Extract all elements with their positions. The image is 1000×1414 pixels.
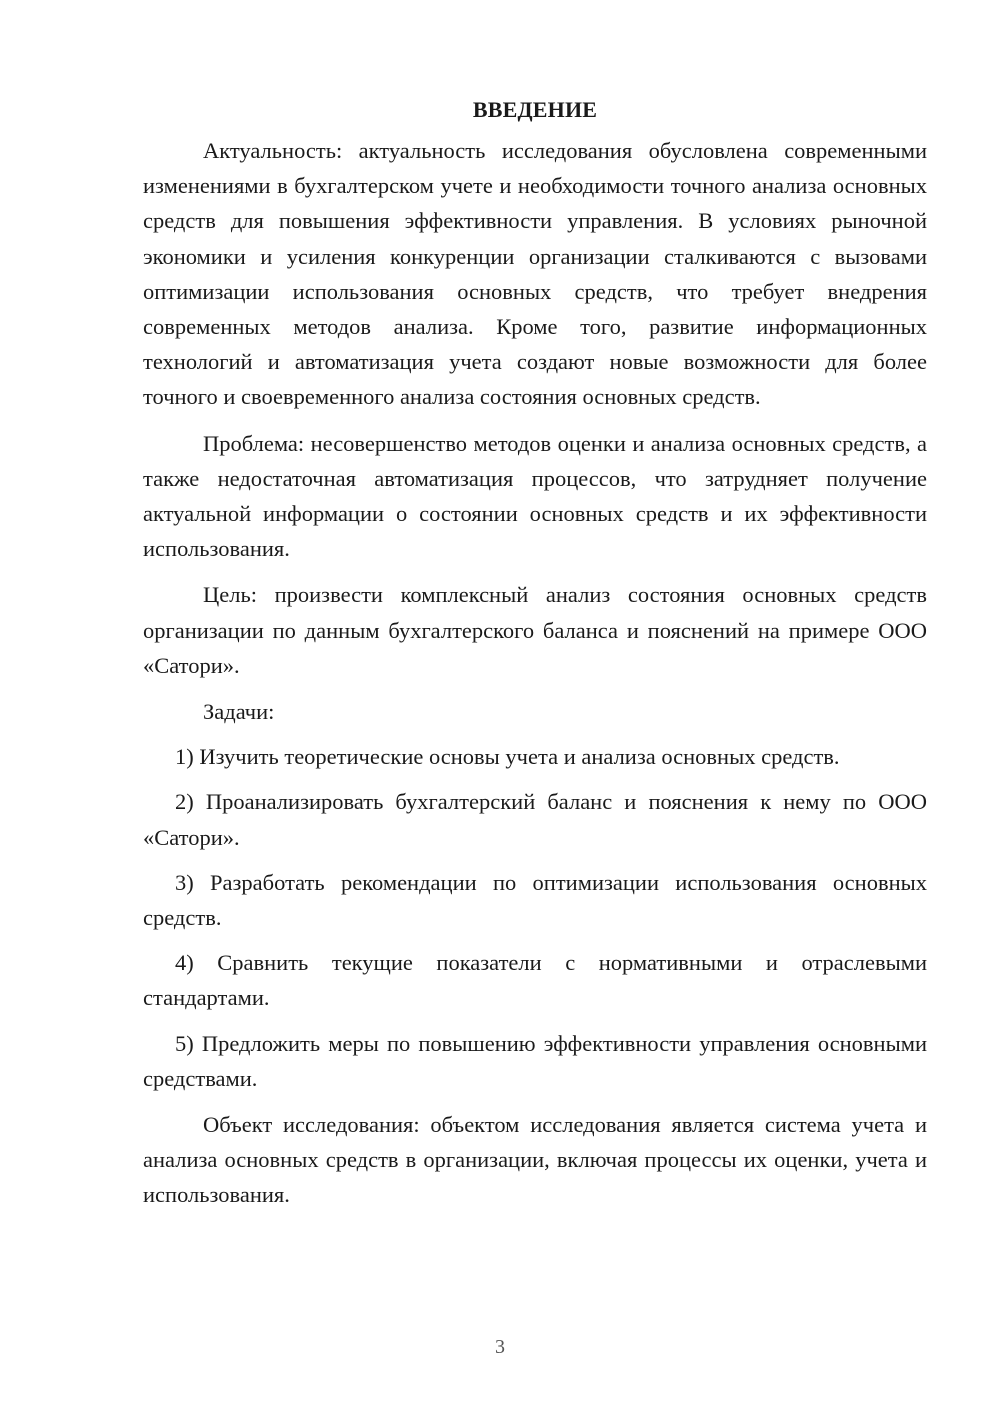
tasks-heading: Задачи: <box>203 699 275 725</box>
paragraph-problem: Проблема: несовершенство методов оценки и анализа основных средств, а также недостаточная автоматизация процессов, что затрудняет получение актуальной информации о состоянии основных средств и их эффективности использования. <box>143 430 927 562</box>
task-item-5: 5) Предложить меры по повышению эффективности управления основными средствами. <box>143 1030 927 1091</box>
task-item-3: 3) Разработать рекомендации по оптимизации использования основных средств. <box>143 869 927 931</box>
task-item-4: 4) Сравнить текущие показатели с нормативными и отраслевыми стандартами. <box>143 950 927 1011</box>
page-number: 3 <box>495 1336 505 1358</box>
paragraph-object: Объект исследования: объектом исследования является система учета и анализа основных средств в организации, включая процессы их оценки, учета и использования. <box>143 1112 927 1208</box>
paragraph-goal: Цель: произвести комплексный анализ состояния основных средств организации по данным бухгалтерского баланса и пояснений на примере ООО «Сатори». <box>143 582 927 678</box>
page-content <box>143 92 927 1213</box>
task-item-2: 2) Проанализировать бухгалтерский баланс и пояснения к нему по ООО «Сатори». <box>143 789 927 850</box>
tasks-list <box>143 739 927 1096</box>
section-title: ВВЕДЕНИЕ <box>472 97 598 122</box>
task-item-1: 1) Изучить теоретические основы учета и анализа основных средств. <box>175 744 840 770</box>
paragraph-relevance: Актуальность: актуальность исследования обусловлена современными изменениями в бухгалтерском учете и необходимости точного анализа основных средств для повышения эффективности управления. В условиях рыночной экономики и усиления конкуренции организации сталкиваются с вызовами оптимизации использования основных средств, что требует внедрения современных методов анализа. Кроме того, развитие информационных технологий и автоматизация учета создают новые возможности для более точного и своевременного анализа состояния основных средств. <box>143 138 927 410</box>
